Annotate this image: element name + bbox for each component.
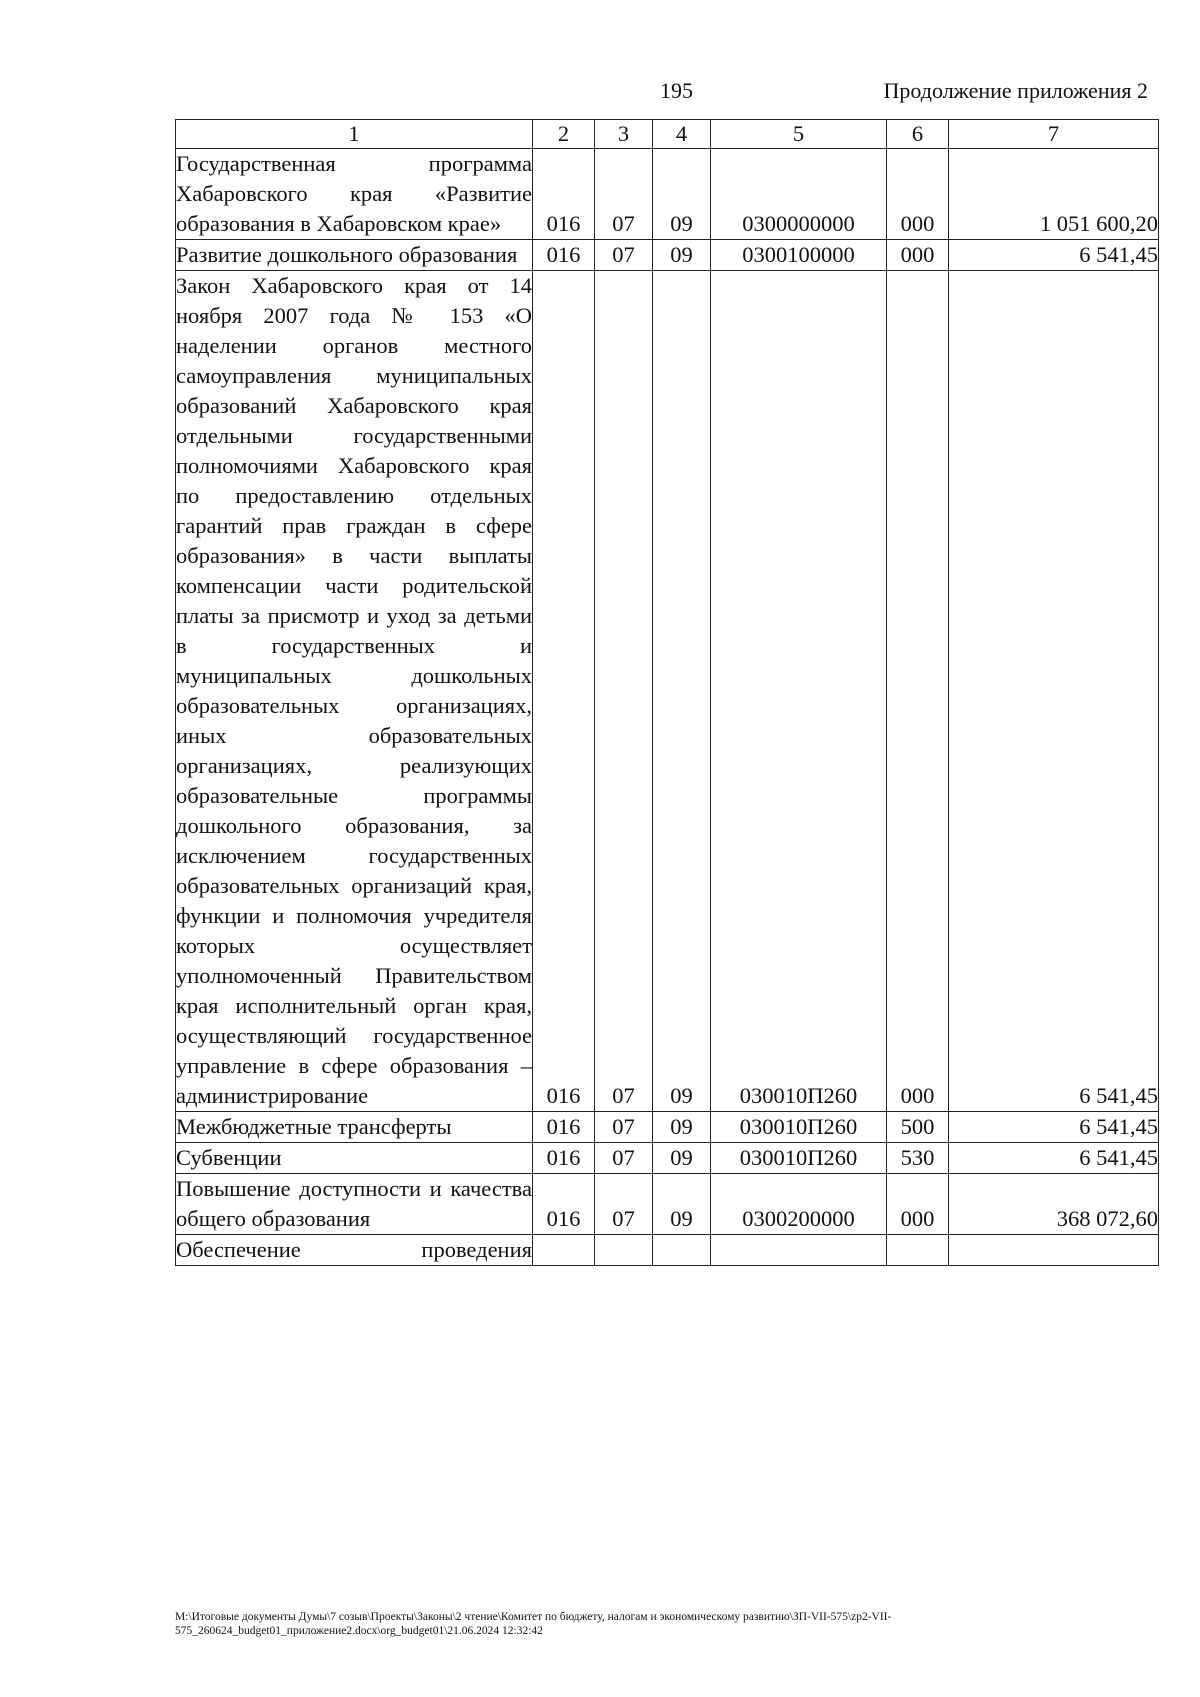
column-number: 6 — [887, 120, 949, 149]
row-name: Субвенции — [176, 1143, 533, 1174]
amount: 6 541,45 — [949, 240, 1159, 271]
row-name: Государственная программа Хабаровского края «Развитие образования в Хабаровском крае» — [176, 149, 533, 240]
row-name: Закон Хабаровского края от 14 ноября 2007 года № 153 «О наделении органов местного самоуправления муниципальных образований Хабаровского края отдельными государственными полномочиями Хабаровского края по предоставлению отдельных гарантий прав граждан в сфере образования» в части выплаты компенсации части родительской платы за присмотр и уход за детьми в государственных и муниципальных дошкольных образовательных организациях, иных образовательных организациях, реализующих образовательные программы дошкольного образования, за исключением государственных образовательных организаций края, функции и полномочия учредителя которых осуществляет уполномоченный Правительством края исполнительный орган края, осуществляющий государственное управление в сфере образования – администрирование — [176, 271, 533, 1112]
column-number: 5 — [711, 120, 887, 149]
expense-type-code: 000 — [887, 240, 949, 271]
target-article-code: 030010П260 — [711, 1143, 887, 1174]
target-article-code: 0300100000 — [711, 240, 887, 271]
ministry-code — [533, 1235, 595, 1266]
budget-table — [175, 119, 1159, 1266]
ministry-code: 016 — [533, 1174, 595, 1235]
subsection-code: 09 — [653, 149, 711, 240]
row-name: Обеспечение проведения — [176, 1235, 533, 1266]
expense-type-code: 000 — [887, 271, 949, 1112]
target-article-code: 030010П260 — [711, 1112, 887, 1143]
table-row — [176, 1143, 1159, 1174]
table-row — [176, 271, 1159, 1112]
ministry-code: 016 — [533, 149, 595, 240]
table-row — [176, 149, 1159, 240]
document-path-footer: M:\Итоговые документы Думы\7 созыв\Проекты\Законы\2 чтение\Комитет по бюджету, налогам и экономическому развитию\ЗП-VII-575\zp2-VII-575_260624_budget01_приложение2.docx\org_budget01\21.06.2024 12:32:42 — [175, 1611, 892, 1637]
continuation-title: Продолжение приложения 2 — [883, 78, 1148, 103]
amount: 6 541,45 — [949, 1143, 1159, 1174]
amount: 6 541,45 — [949, 271, 1159, 1112]
section-code: 07 — [595, 149, 653, 240]
section-code: 07 — [595, 1174, 653, 1235]
ministry-code: 016 — [533, 1112, 595, 1143]
target-article-code: 0300000000 — [711, 149, 887, 240]
table-row — [176, 1235, 1159, 1266]
column-number-row — [176, 120, 1159, 149]
subsection-code — [653, 1235, 711, 1266]
column-number: 3 — [595, 120, 653, 149]
ministry-code: 016 — [533, 240, 595, 271]
expense-type-code: 000 — [887, 149, 949, 240]
subsection-code: 09 — [653, 1143, 711, 1174]
section-code — [595, 1235, 653, 1266]
table-row — [176, 1112, 1159, 1143]
amount — [949, 1235, 1159, 1266]
subsection-code: 09 — [653, 1112, 711, 1143]
table-row — [176, 240, 1159, 271]
column-number: 7 — [949, 120, 1159, 149]
amount: 6 541,45 — [949, 1112, 1159, 1143]
target-article-code: 030010П260 — [711, 271, 887, 1112]
expense-type-code: 000 — [887, 1174, 949, 1235]
row-name: Повышение доступности и качества общего образования — [176, 1174, 533, 1235]
section-code: 07 — [595, 1112, 653, 1143]
section-code: 07 — [595, 1143, 653, 1174]
row-name: Развитие дошкольного образования — [176, 240, 533, 271]
amount: 368 072,60 — [949, 1174, 1159, 1235]
ministry-code: 016 — [533, 1143, 595, 1174]
subsection-code: 09 — [653, 240, 711, 271]
expense-type-code — [887, 1235, 949, 1266]
expense-type-code: 530 — [887, 1143, 949, 1174]
section-code: 07 — [595, 271, 653, 1112]
row-name: Межбюджетные трансферты — [176, 1112, 533, 1143]
target-article-code: 0300200000 — [711, 1174, 887, 1235]
section-code: 07 — [595, 240, 653, 271]
page-number: 195 — [660, 78, 693, 103]
subsection-code: 09 — [653, 271, 711, 1112]
subsection-code: 09 — [653, 1174, 711, 1235]
table-row — [176, 1174, 1159, 1235]
column-number: 2 — [533, 120, 595, 149]
column-number: 4 — [653, 120, 711, 149]
expense-type-code: 500 — [887, 1112, 949, 1143]
ministry-code: 016 — [533, 271, 595, 1112]
amount: 1 051 600,20 — [949, 149, 1159, 240]
target-article-code — [711, 1235, 887, 1266]
column-number: 1 — [176, 120, 533, 149]
